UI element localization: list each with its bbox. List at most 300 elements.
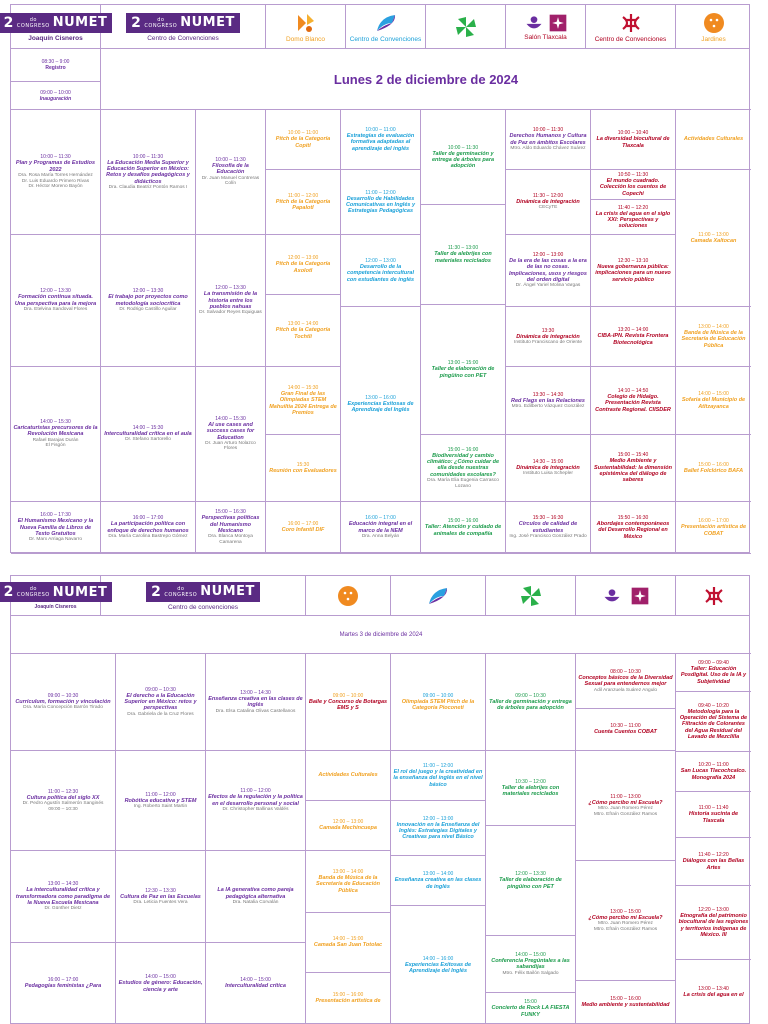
session-title: Experiencias Exitosas de Aprendizaje del Inglés xyxy=(347,400,414,413)
session-time: 09:00 – 09:40 xyxy=(698,660,729,667)
session-cell xyxy=(486,936,576,993)
session-title: Interculturalidad crítica xyxy=(225,983,286,990)
header-label: Jardines xyxy=(701,36,726,43)
session-time: 16:00 – 17:30 xyxy=(40,512,71,519)
session-time: 15:00 – 16:00 xyxy=(332,992,364,999)
session-cell xyxy=(391,856,486,906)
session-time: 13:00 – 14:30 xyxy=(240,689,271,696)
session-speakers: Adil Aranzuela Suárez Angulo xyxy=(593,687,658,693)
numet-logo: 2 do CONGRESO NUMET xyxy=(0,13,112,33)
session-cell xyxy=(676,307,751,367)
session-time: 08:00 – 10:30 xyxy=(610,668,641,675)
session-time: 16:00 – 17:00 xyxy=(132,515,164,522)
session-time: 12:00 – 13:00 xyxy=(332,819,364,826)
session-speakers: Dra. María Elia Eugenia Carrasco Lozano xyxy=(427,478,499,489)
session-speakers: Mtro. Aldo Eduardo Chávez Suárez xyxy=(510,146,586,151)
session-cell xyxy=(676,654,751,692)
session-cell xyxy=(266,170,341,235)
session-title: Experiencias Exitosas de Aprendizaje del Inglés xyxy=(404,961,472,974)
session-title: Historia sucinta de Tlaxcala xyxy=(688,811,739,824)
session-time: 10:00 – 11:30 xyxy=(447,144,479,151)
day-title: Martes 3 de diciembre de 2024 xyxy=(339,631,423,638)
session-time: 11:00 – 11:40 xyxy=(698,805,729,812)
session-cell xyxy=(341,170,421,235)
session-title: La IA generativa como pareja pedagógica alternativa xyxy=(217,887,294,900)
session-title: El derecho a la Educación Superior en México: retos y perspectivas xyxy=(124,692,197,712)
session-time: 16:00 – 17:00 xyxy=(365,515,396,522)
session-title: Taller de germinación y entrega de árboles para adopción xyxy=(431,150,495,170)
session-time: 15:00 – 16:00 xyxy=(610,996,641,1003)
session-cell xyxy=(676,886,751,960)
day-title-cell xyxy=(101,49,751,110)
session-time: 11:00 – 12:00 xyxy=(240,788,271,795)
session-time: 10:00 – 11:30 xyxy=(215,157,246,164)
session-time: 09:00 – 10:30 xyxy=(515,692,546,699)
session-cell xyxy=(196,235,266,367)
session-cell xyxy=(591,435,676,502)
session-title: Pitch de la Categoría Tochtli xyxy=(275,327,331,340)
session-title: CIBA-IPN. Revista Frontera Biotecnológica xyxy=(597,333,669,346)
session-time: 09:00 – 10:00 xyxy=(332,692,364,699)
red-emblem-logo-icon xyxy=(619,11,643,35)
session-cell xyxy=(506,367,591,435)
session-cell xyxy=(101,235,196,367)
session-time: 10:00 – 11:30 xyxy=(132,153,164,160)
session-cell xyxy=(591,235,676,307)
session-title: Nueva gobernanza pública: implicaciones para un nuevo servicio público xyxy=(595,264,671,283)
session-cell xyxy=(266,502,341,554)
day-title: Lunes 2 de diciembre de 2024 xyxy=(333,71,519,87)
session-time: 12:30 – 13:30 xyxy=(145,887,176,894)
session-cell xyxy=(676,838,751,886)
session-time: 12:00 – 13:30 xyxy=(215,285,246,292)
session-cell xyxy=(116,654,206,751)
session-cell xyxy=(591,307,676,367)
session-title: Medio Ambiente y Sustentabilidad: la dimensión epistémica del diálogo de saberes xyxy=(594,458,672,484)
header-centro-convenciones-2 xyxy=(346,5,426,49)
session-speakers: Mtro. Félix Bailón Salgado xyxy=(502,970,559,976)
session-time: 13:00 – 14:00 xyxy=(698,324,729,331)
time: 09:00 – 10:00 xyxy=(40,89,71,96)
inauguration-label: Inauguración xyxy=(39,95,72,102)
header-green-venue xyxy=(426,5,506,49)
session-cell xyxy=(591,110,676,170)
session-cell xyxy=(306,801,391,851)
session-cell xyxy=(576,654,676,709)
session-title: Dinámica de integración xyxy=(516,199,580,206)
red-emblem-logo-icon xyxy=(702,584,726,608)
session-title: Filosofía de la Educación xyxy=(212,163,249,176)
session-cell xyxy=(486,826,576,936)
session-cell xyxy=(306,973,391,1024)
session-cell xyxy=(11,110,101,235)
session-title: Pedagogías feministas ¿Para xyxy=(24,983,102,990)
session-cell xyxy=(391,906,486,1024)
session-time: 14:00 – 15:30 xyxy=(132,425,164,432)
session-speakers: Dr. Salvador Reyes Equiguas xyxy=(199,310,262,316)
session-cell xyxy=(341,307,421,502)
session-time: 11:00 – 13:00 xyxy=(698,231,729,238)
header-row xyxy=(3,5,749,49)
session-cell xyxy=(421,435,506,502)
session-cell xyxy=(676,792,751,838)
session-title: Coro Infantil DIF xyxy=(281,527,325,534)
session-cell xyxy=(591,367,676,435)
session-cell xyxy=(391,751,486,801)
session-title: El trabajo por proyectos como metodología sociocrítica xyxy=(108,294,188,307)
session-time: 13:00 – 13:40 xyxy=(698,985,729,992)
session-title: Medio ambiente y sustentabilidad xyxy=(581,1002,670,1009)
session-time: 14:10 – 14:50 xyxy=(617,388,649,395)
session-speakers: Mtro. Edilberto Vázquez González xyxy=(511,403,585,409)
session-cell xyxy=(576,709,676,751)
numet-logo: 2 do CONGRESO NUMET xyxy=(126,13,240,33)
session-cell xyxy=(101,110,196,235)
session-title: El rol del juego y la creatividad en la enseñanza del inglés en el nivel básico xyxy=(393,769,483,788)
session-time: 13:00 – 14:00 xyxy=(332,869,364,876)
session-title: Interculturalidad crítica en el aula xyxy=(104,431,192,438)
session-cell xyxy=(206,943,306,1024)
session-title: Diálogos con las Bellas Artes xyxy=(682,858,745,871)
green-pinwheel-logo-icon xyxy=(454,15,478,39)
session-cell xyxy=(266,235,341,295)
green-pinwheel-logo-icon xyxy=(519,584,543,608)
header-label: Centro de Convenciones xyxy=(594,36,667,43)
session-cell xyxy=(676,367,751,435)
session-speakers: Dr. Marx Arriaga Navarro xyxy=(28,537,83,543)
session-title: Robótica educativa y STEM xyxy=(124,797,197,804)
day-title-cell xyxy=(11,616,751,654)
header-label: Salón Tlaxcala xyxy=(524,34,567,41)
session-speakers: Ing. Roberto Saint Martin xyxy=(133,803,188,809)
session-title: Taller de germinación y entrega de árboles para adopción xyxy=(489,698,572,711)
session-title: Actividades Culturales xyxy=(683,136,744,143)
session-time: 14:00 – 15:00 xyxy=(332,936,364,943)
session-title: Taller: Educación Posdigital. Uso de la IA y Subjetividad xyxy=(680,666,747,685)
session-title: Innovación en la Enseñanza del Inglés: Estrategias Digitales y Creativas para nivel Básico xyxy=(396,821,480,841)
session-title: Biodiversidad y cambio climático: ¿Cómo cuidar de ella desde nuestras comunidades escolares? xyxy=(426,452,500,478)
salon-logos xyxy=(524,13,568,33)
session-time: 11:00 – 12:00 xyxy=(422,763,454,770)
session-time: 09:00 – 10:00 xyxy=(422,692,454,699)
session-cell xyxy=(576,981,676,1024)
header-jardines xyxy=(676,5,751,49)
session-cell xyxy=(676,502,751,554)
session-cell xyxy=(506,435,591,502)
session-cell xyxy=(676,170,751,307)
registration-cell xyxy=(11,49,101,82)
session-title: La transmisión de la historia entre los pueblos nahuas xyxy=(203,291,258,310)
session-speakers: Dr. Rodrigo Castillo Aguilar xyxy=(119,307,177,312)
session-title: Dinámica de integración xyxy=(516,333,580,340)
session-title: Educación integral en el marco de la NEM xyxy=(348,521,413,534)
session-time: 11:00 – 12:00 xyxy=(287,192,319,199)
session-speakers: Dra. Natalia Corvalán xyxy=(232,900,279,905)
session-title: Estrategias de evaluación formativa adaptadas al aprendizaje del inglés xyxy=(346,133,415,152)
session-time: 12:00 – 13:00 xyxy=(287,255,319,262)
session-cell xyxy=(206,851,306,943)
session-speakers: Dra. María Carolina Bastrepo Gómez xyxy=(108,534,188,539)
session-cell xyxy=(196,367,266,502)
session-time: 11:30 – 13:00 xyxy=(447,245,479,252)
session-time: 15:00 – 16:00 xyxy=(447,446,479,453)
session-cell xyxy=(306,913,391,973)
session-time: 10:00 – 11:00 xyxy=(365,127,396,134)
session-time: 10:20 – 11:00 xyxy=(698,762,729,769)
session-time: 15:50 – 16:30 xyxy=(617,515,649,522)
session-title: Camada Mechincuepa xyxy=(319,825,377,832)
session-cell xyxy=(116,851,206,943)
session-cell xyxy=(266,367,341,435)
session-cell xyxy=(506,170,591,235)
session-title: Formación continua situada. Una perspectiva para la mejora xyxy=(14,294,97,307)
session-title: Derechos Humanos y Cultura de Paz en ámbitos Escolares xyxy=(509,133,587,146)
session-title: Cultura de Paz en las Escuelas xyxy=(120,893,201,900)
magenta-star-logo-icon xyxy=(548,13,568,33)
registration-label: Registro xyxy=(45,65,66,71)
session-cell xyxy=(486,654,576,751)
session-time: 15:00 – 15:40 xyxy=(617,452,649,459)
session-cell xyxy=(676,752,751,792)
session-title: Plan y Programas de Estudios 2022 xyxy=(15,160,96,173)
session-time: 14:00 – 16:00 xyxy=(422,955,454,962)
session-title: ¿Cómo percibo mi Escuela? xyxy=(588,914,663,921)
session-cell xyxy=(506,110,591,170)
session-cell xyxy=(11,235,101,367)
session-speakers: Dra. Elsa Catalina Olivas Castellanos xyxy=(215,708,296,714)
session-cell xyxy=(306,851,391,913)
schedule-sheet-tuesday xyxy=(3,575,750,1024)
session-cell xyxy=(266,435,341,502)
session-time: 12:00 – 13:00 xyxy=(532,252,564,259)
session-speakers: Dra. Blanca Montoya Camarena xyxy=(208,534,253,545)
session-time: 12:00 – 13:30 xyxy=(515,871,546,878)
session-time: 14:00 – 15:00 xyxy=(698,391,729,398)
session-time: 12:00 – 13:00 xyxy=(422,815,454,822)
session-time: 10:00 – 11:00 xyxy=(287,130,319,137)
session-cell xyxy=(206,751,306,851)
session-time: 10:00 – 11:30 xyxy=(40,154,71,161)
session-speakers: Dra. Anna Belyán xyxy=(361,534,400,539)
session-title: Camada San Juan Totolac xyxy=(313,942,383,949)
session-cell xyxy=(306,654,391,751)
session-title: Taller de alebrijes con materiales reciclados xyxy=(434,251,492,264)
session-cell xyxy=(11,367,101,502)
time: 08:30 – 9:00 xyxy=(41,59,70,65)
session-title: Presentación artística de COBAT xyxy=(680,524,747,537)
header-red xyxy=(676,576,751,616)
salon-logos xyxy=(602,586,650,606)
session-title: Pitch de la Categoría Axolotl xyxy=(275,261,331,274)
session-time: 12:00 – 13:00 xyxy=(365,258,396,265)
session-time: 14:00 – 15:00 xyxy=(240,977,271,984)
session-cell xyxy=(116,751,206,851)
header-salon xyxy=(576,576,676,616)
session-time: 11:00 – 13:00 xyxy=(610,793,641,800)
purple-bowl-logo-icon xyxy=(602,586,622,606)
purple-bowl-logo-icon xyxy=(524,13,544,33)
session-time: 15:00 – 16:00 xyxy=(447,518,479,525)
session-title: Cultura política del siglo XX xyxy=(26,794,100,801)
session-cell xyxy=(506,307,591,367)
session-title: Taller de alebrijes con materiales reciclados xyxy=(501,784,560,797)
session-title: La crisis del agua en el xyxy=(683,991,744,998)
session-title: Enseñanza creativa en las clases de inglés xyxy=(394,877,482,890)
session-title: Desarrollo de Habilidades Comunicativas en Inglés y Estrategias Pedagógicas xyxy=(345,195,416,215)
session-title: La Educación Media Superior y Educación Superior en México: Retos y desafíos pedagógicos y didácticos xyxy=(106,159,190,185)
session-time: 12:00 – 13:30 xyxy=(132,288,164,295)
session-title: Ballet Folclórico BAFA xyxy=(683,467,744,474)
session-time: 11:00 – 12:00 xyxy=(365,189,396,196)
session-title: Dinámica de integración xyxy=(516,465,580,472)
session-cell xyxy=(421,110,506,205)
session-speakers: Dr. Ángel Yariel Molina Vargas xyxy=(515,283,581,289)
session-cell xyxy=(576,751,676,861)
session-title: Etnografía del patrimonio biocultural de las regiones y territorios indígenas de México. III xyxy=(678,912,749,938)
session-time: 15:00 – 16:00 xyxy=(698,461,729,468)
session-cell xyxy=(11,751,116,851)
session-cell xyxy=(341,110,421,170)
session-time: 14:30 – 15:00 xyxy=(532,459,564,466)
session-speakers: Dr. Christopher Ballinas Valdés xyxy=(222,807,289,812)
session-speakers: Dr. Günther Dietz xyxy=(44,906,82,912)
session-title: Camada Xaltocan xyxy=(690,237,737,244)
session-time: 13:30 xyxy=(541,327,555,334)
session-time: 12:30 – 13:10 xyxy=(617,258,649,265)
session-time: 13:30 – 14:30 xyxy=(532,391,564,398)
session-title: La crisis del agua en el siglo XXI: Perspectivas y soluciones xyxy=(595,210,671,230)
session-cell xyxy=(676,110,751,170)
session-title: Actividades Culturales xyxy=(318,772,378,779)
header-salon-tlaxcala xyxy=(506,5,586,49)
session-title: Perspectivas políticas del Humanismo Mexicano xyxy=(201,515,260,535)
header-label: Domo Blanco xyxy=(285,36,326,43)
session-title: Banda de Música de la Secretaría de Educación Pública xyxy=(681,330,746,349)
header-centro-convenciones-3 xyxy=(586,5,676,49)
centro-convenciones-logo-icon xyxy=(374,11,398,35)
session-cell xyxy=(506,235,591,307)
session-title: Gran Final de las Olimpiadas STEM Mahuiltia 2024 Entrega de Premios xyxy=(269,390,337,416)
session-time: 16:00 – 17:00 xyxy=(287,521,319,528)
orange-circle-logo-icon xyxy=(336,584,360,608)
session-title: Caricaturistas precursores de la Revolución Mexicana xyxy=(13,425,98,438)
session-speakers: Instituto Luisa Schepler xyxy=(523,471,573,477)
session-time: 13:20 – 14:00 xyxy=(617,327,649,334)
session-title: San Lucas Tlacochcalco. Monografía 2024 xyxy=(680,768,747,781)
session-cell xyxy=(341,502,421,554)
session-speakers: CECyTE xyxy=(538,205,558,211)
session-cell xyxy=(11,654,116,751)
session-cell xyxy=(391,654,486,751)
session-speakers: Dra. Claudia Beatriz Pontón Ramos I xyxy=(108,184,188,190)
session-speakers: Instituto Franciscano de Oriente xyxy=(514,339,582,345)
session-title: Estudios de género: Educación, ciencia y arte xyxy=(118,980,203,993)
header-green xyxy=(486,576,576,616)
session-cell xyxy=(676,960,751,1024)
session-title: Colegio de Hidalgo. Presentación Revista Contraste Regional. CIISDER xyxy=(595,394,671,413)
session-cell xyxy=(196,110,266,235)
orange-circle-logo-icon xyxy=(702,11,726,35)
session-time: 14:00 – 15:30 xyxy=(287,384,319,391)
session-title: Conceptos básicos de la Diversidad Sexual para entendernos mejor xyxy=(578,674,673,688)
session-speakers: Dra. María Concepción Barrón Tirado xyxy=(23,705,103,711)
numet-logo: 2 do CONGRESO NUMET xyxy=(0,582,112,602)
session-speakers: Dr. Juan Manuel Contreras Colín xyxy=(201,175,260,187)
session-cell xyxy=(306,751,391,801)
session-title: Pitch de la Categoría Copitl xyxy=(275,136,331,149)
session-time: 13:00 – 14:00 xyxy=(422,871,454,878)
session-time: 10:30 – 12:00 xyxy=(515,778,546,785)
session-speakers: Mtro. Juan Romero Pérez Mtro. Efraín González Ramos xyxy=(593,806,658,817)
session-time: 10:50 – 11:30 xyxy=(617,172,649,179)
session-cell xyxy=(591,502,676,554)
session-title: Metodología para la Operación del Sistema de Filtración de Colorantes del Agua Residual del Lavado de Mezclilla xyxy=(679,708,748,740)
session-title: La participación política con enfoque de derechos humanos xyxy=(107,521,189,534)
session-speakers: Ing. José Francisco González Prado xyxy=(509,534,587,539)
session-time: 14:00 – 15:00 xyxy=(145,974,176,981)
session-time: 15:00 – 16:30 xyxy=(215,509,246,516)
session-cell xyxy=(591,200,676,235)
session-time: 14:00 – 15:30 xyxy=(40,419,71,426)
session-title: De la era de las cosas a la era de las no cosas. Implicaciones, usos y riesgos del orden digital xyxy=(509,258,587,283)
session-speakers: Dra. Etelvina Sandoval Flores xyxy=(23,307,88,312)
session-title: La interculturalidad crítica y transformadora como paradigma de la Nueva Escuela Mexicana xyxy=(15,887,111,906)
session-time: 15:30 – 16:30 xyxy=(532,515,564,522)
magenta-star-logo-icon xyxy=(630,586,650,606)
session-title: Sofaria del Municipio de Atltzayanca xyxy=(681,397,746,410)
session-time: 11:00 – 12:30 xyxy=(47,788,79,795)
session-cell xyxy=(421,502,506,554)
header-label: Joaquín Cisneros xyxy=(28,34,83,42)
session-title: Red Flags en las Relaciones xyxy=(511,397,585,404)
header-centro xyxy=(391,576,486,616)
session-cell xyxy=(486,751,576,826)
session-cell xyxy=(11,943,116,1024)
session-speakers: Dra. Rosa María Torres Hernández Dr. Luis Eduardo Primero Rivas Dr. Héctor Moreno Bayón xyxy=(18,172,93,190)
session-speakers: Dr. Juan Arturo Nolazco Flores xyxy=(205,440,256,452)
session-time: 13:00 – 15:00 xyxy=(610,908,641,915)
header-label: Joaquín Cisneros xyxy=(34,604,77,610)
session-cell xyxy=(506,502,591,554)
session-cell xyxy=(486,993,576,1024)
session-time: 13:00 – 15:00 xyxy=(447,360,479,367)
session-speakers: Dra. Leticia Fuentes Vera xyxy=(133,899,188,905)
session-cell xyxy=(11,502,101,554)
numet-logo: 2 do CONGRESO NUMET xyxy=(146,582,260,602)
schedule-sheet-monday xyxy=(3,4,750,553)
header-domo xyxy=(306,576,391,616)
session-cell xyxy=(391,801,486,856)
session-time: 14:00 – 15:00 xyxy=(515,951,546,958)
session-cell xyxy=(101,367,196,502)
header-row xyxy=(3,576,749,616)
session-title: Taller de elaboración de pingüino con PET xyxy=(499,877,562,890)
header-label: Centro de Convenciones xyxy=(147,34,219,42)
header-label: Centro de Convenciones xyxy=(349,36,422,43)
session-time: 12:00 – 13:30 xyxy=(40,288,71,295)
session-title: Banda de Música de la Secretaría de Educación Pública xyxy=(316,875,380,894)
session-cell xyxy=(341,235,421,307)
session-time: 11:30 – 12:00 xyxy=(532,193,564,200)
session-cell xyxy=(676,435,751,502)
session-time: 13:00 – 16:00 xyxy=(365,394,396,401)
header-centro-convenciones xyxy=(101,5,266,49)
session-title: Círculos de calidad de estudiantes xyxy=(518,521,578,534)
session-title: Baile y Concurso de Botargas EMS y S xyxy=(308,698,388,711)
session-time: 09:00 – 10:30 xyxy=(47,693,79,700)
session-cell xyxy=(206,654,306,751)
session-time: 15:30 xyxy=(296,461,310,468)
